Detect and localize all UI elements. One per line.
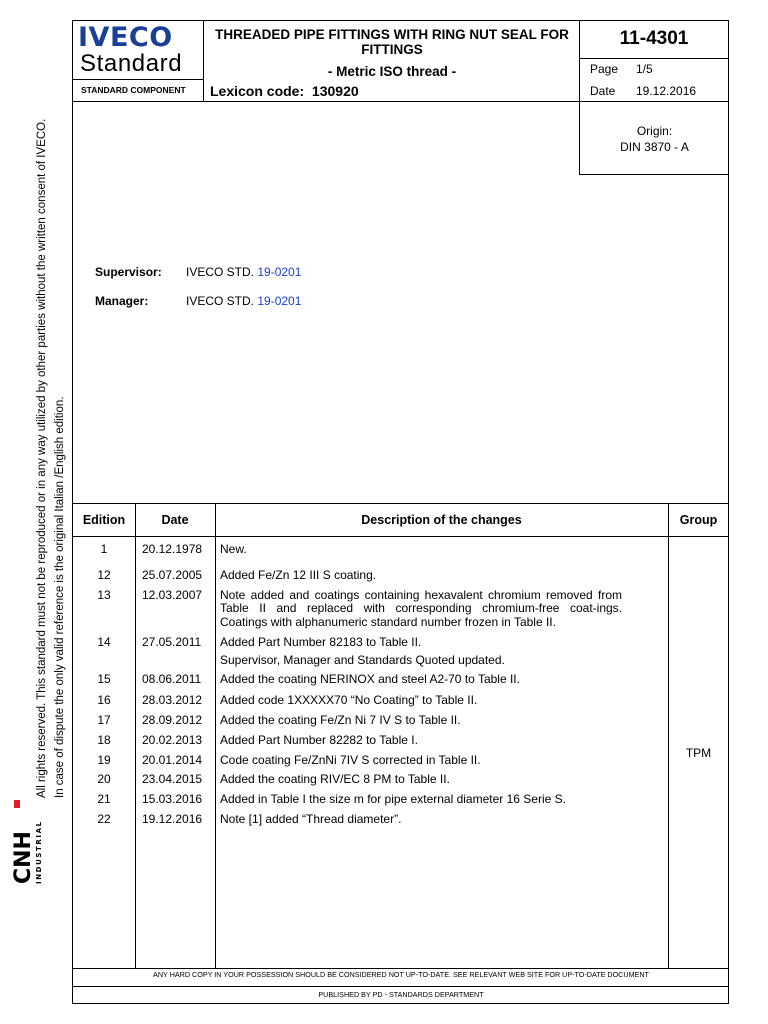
logo-iveco-text: IVECO <box>78 22 173 53</box>
row-date: 20.02.2013 <box>142 733 203 747</box>
col-header-edition: Edition <box>82 513 126 527</box>
cnh-wordmark: CNH <box>11 831 36 884</box>
row-description: Added Part Number 82282 to Table I. <box>220 733 418 747</box>
row-date: 20.12.1978 <box>142 542 203 556</box>
header-divider <box>579 174 729 175</box>
origin-value: DIN 3870 - A <box>620 140 689 154</box>
col-header-date: Date <box>161 513 189 527</box>
row-description: Added Part Number 82183 to Table II. <box>220 635 422 649</box>
row-description: Code coating Fe/ZnNi 7IV S corrected in Table II. <box>220 753 481 767</box>
cnh-letters <box>11 831 36 884</box>
row-edition: 15 <box>97 672 111 686</box>
row-description: Note added and coatings containing hexavalent chromium removed from Table II and replaced with corresponding chromium-free coat-ings. Coatings with alphanumeric standard number frozen in Table II. <box>220 588 622 629</box>
row-date: 19.12.2016 <box>142 812 203 826</box>
row-date: 28.09.2012 <box>142 713 203 727</box>
document-subtitle: - Metric ISO thread - <box>327 64 457 79</box>
row-date: 23.04.2015 <box>142 772 203 786</box>
row-edition: 21 <box>97 792 111 806</box>
supervisor-ref <box>186 265 301 279</box>
row-date: 25.07.2005 <box>142 568 203 582</box>
row-date: 28.03.2012 <box>142 693 203 707</box>
page-label: Page <box>590 62 619 76</box>
header-divider <box>579 58 729 59</box>
date-value: 19.12.2016 <box>636 84 697 98</box>
lexicon-code <box>210 83 359 99</box>
header-divider <box>73 101 729 102</box>
row-edition: 20 <box>97 772 111 786</box>
row-edition: 18 <box>97 733 111 747</box>
table-top-border <box>73 503 729 504</box>
col-header-description: Description of the changes <box>361 513 522 527</box>
rights-notice: All rights reserved. This standard must not be reproduced or in any way utilized by other parties without the written consent of IVECO. <box>36 118 48 798</box>
cnh-logo-graphic <box>8 800 44 890</box>
group-value: TPM <box>685 746 712 760</box>
row-edition: 19 <box>97 753 111 767</box>
table-col-divider <box>135 503 136 968</box>
dispute-notice: In case of dispute the only valid reference is the original Italian /English edition. <box>54 396 66 798</box>
page-frame <box>72 20 729 1004</box>
cnh-sub <box>35 820 43 884</box>
manager-row <box>95 294 148 308</box>
row-edition: 12 <box>97 568 111 582</box>
row-description: Added code 1XXXXX70 “No Coating” to Table II. <box>220 693 478 707</box>
row-date: 12.03.2007 <box>142 588 203 602</box>
row-date: 27.05.2011 <box>142 635 202 649</box>
header-divider <box>203 20 204 101</box>
origin-box <box>580 123 729 155</box>
manager-prefix: IVECO STD. <box>186 294 255 308</box>
supervisor-label: Supervisor: <box>95 265 162 279</box>
date-label: Date <box>590 84 616 98</box>
published-by: PUBLISHED BY PD - STANDARDS DEPARTMENT <box>318 990 484 999</box>
row-date: 15.03.2016 <box>142 792 203 806</box>
row-edition: 14 <box>97 635 111 649</box>
row-description: Added Fe/Zn 12 III S coating. <box>220 568 377 582</box>
row-edition: 1 <box>100 542 108 556</box>
lexicon-value: 130920 <box>311 83 359 99</box>
row-edition: 16 <box>97 693 111 707</box>
row-description: Added the coating RIV/EC 8 PM to Table II. <box>220 772 450 786</box>
row-date: 20.01.2014 <box>142 753 203 767</box>
table-bottom-border <box>73 968 729 969</box>
iveco-standard-logo <box>78 24 202 82</box>
row-description: Note [1] added “Thread diameter”. <box>220 812 402 826</box>
row-description: Supervisor, Manager and Standards Quoted updated. <box>220 653 505 667</box>
logo-standard-text: Standard <box>80 50 183 77</box>
row-edition: 22 <box>97 812 111 826</box>
manager-label: Manager: <box>95 294 149 308</box>
manager-ref <box>186 294 301 308</box>
row-edition: 17 <box>97 713 111 727</box>
table-col-divider <box>215 503 216 968</box>
standard-component-label: STANDARD COMPONENT <box>81 85 186 95</box>
supervisor-row <box>95 265 162 279</box>
cnh-industrial-word: INDUSTRIAL <box>35 820 43 884</box>
row-edition: 13 <box>97 588 111 602</box>
row-description: Added the coating Fe/Zn Ni 7 IV S to Table II. <box>220 713 461 727</box>
col-header-group: Group <box>679 513 718 527</box>
cnh-industrial-logo <box>8 800 44 890</box>
row-description: New. <box>220 542 247 556</box>
supervisor-link[interactable]: 19-0201 <box>257 265 302 279</box>
origin-label: Origin: <box>636 124 673 138</box>
row-description: Added the coating NERINOX and steel A2-70 to Table II. <box>220 672 520 686</box>
manager-link[interactable]: 19-0201 <box>257 294 302 308</box>
document-number: 11-4301 <box>619 28 689 49</box>
row-description: Added in Table I the size m for pipe external diameter 16 Serie S. <box>220 792 566 806</box>
table-col-divider <box>668 503 669 968</box>
lexicon-label: Lexicon code: <box>210 83 305 99</box>
hard-copy-notice: ANY HARD COPY IN YOUR POSSESSION SHOULD BE CONSIDERED NOT UP-TO-DATE. SEE RELEVANT WEB SITE FOR UP-TO-DATE DOCUMENT <box>153 970 649 979</box>
table-header-border <box>73 536 729 537</box>
supervisor-prefix: IVECO STD. <box>186 265 255 279</box>
footer-border <box>73 986 729 987</box>
document-title: THREADED PIPE FITTINGS WITH RING NUT SEAL FOR FITTINGS <box>215 27 569 57</box>
page-value: 1/5 <box>636 62 653 76</box>
row-date: 08.06.2011 <box>142 672 202 686</box>
